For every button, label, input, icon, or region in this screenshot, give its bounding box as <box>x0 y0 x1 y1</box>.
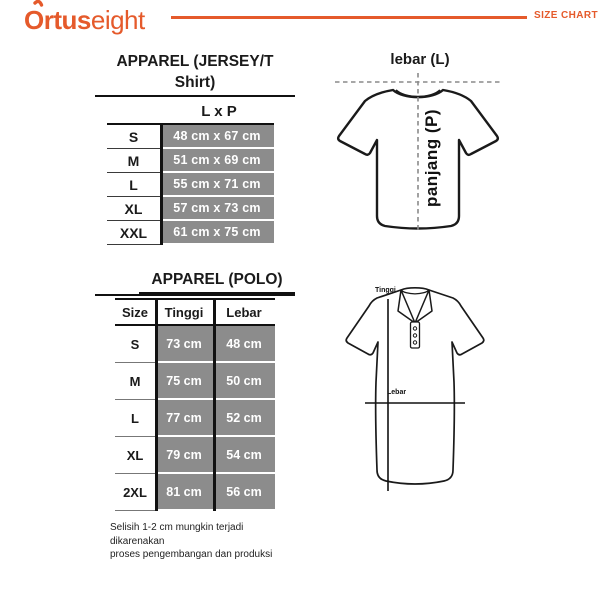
size-cell: L <box>115 400 155 437</box>
tinggi-cell: 77 cm <box>155 400 213 437</box>
tinggi-cell: 81 cm <box>155 474 213 511</box>
brand-light: eight <box>90 5 145 35</box>
jersey-column-header: L x P <box>201 103 237 120</box>
table-row <box>107 173 274 197</box>
size-cell: 2XL <box>115 474 155 511</box>
tshirt-diagram-icon <box>333 70 503 238</box>
lebar-cell: 52 cm <box>213 400 275 437</box>
size-cell: S <box>115 326 155 363</box>
table-row <box>115 363 275 400</box>
lebar-cell: 50 cm <box>213 363 275 400</box>
header-lebar: Lebar <box>226 304 262 320</box>
polo-title-underline <box>95 294 295 296</box>
lebar-cell: 56 cm <box>213 474 275 511</box>
polo-width-label: Lebar <box>387 389 407 396</box>
tshirt-length-label: panjang (P) <box>422 108 441 208</box>
size-cell: S <box>107 125 160 149</box>
logo-flame-icon <box>33 0 47 12</box>
table-row <box>107 125 274 149</box>
column-divider <box>160 125 163 245</box>
disclaimer-note <box>110 521 295 562</box>
tshirt-width-label: lebar (L) <box>390 51 450 68</box>
measurement-cell: 57 cm x 73 cm <box>160 197 274 221</box>
note-line-1: Selisih 1-2 cm mungkin terjadi dikarenakan <box>110 522 244 547</box>
measurement-cell: 48 cm x 67 cm <box>160 125 274 149</box>
lebar-cell: 54 cm <box>213 437 275 474</box>
tables-column <box>95 48 295 562</box>
jersey-section-title: APPAREL (JERSEY/T Shirt) <box>95 51 295 97</box>
size-cell: M <box>107 149 160 173</box>
logo-o: O <box>24 5 44 36</box>
measurement-cell: 55 cm x 71 cm <box>160 173 274 197</box>
brand-logo <box>24 5 145 36</box>
table-row <box>107 197 274 221</box>
header-size: Size <box>121 304 148 320</box>
table-row <box>115 400 275 437</box>
header-rule <box>171 16 527 19</box>
header-tinggi: Tinggi <box>164 304 204 320</box>
brand-bold: rtus <box>43 5 91 35</box>
polo-diagram-icon <box>335 282 503 500</box>
jersey-size-table <box>107 123 274 245</box>
column-divider <box>213 298 216 511</box>
polo-size-table <box>115 298 275 511</box>
table-header-row <box>115 298 275 326</box>
size-cell: M <box>115 363 155 400</box>
tinggi-cell: 73 cm <box>155 326 213 363</box>
table-row <box>115 326 275 363</box>
size-cell: XL <box>115 437 155 474</box>
tinggi-cell: 75 cm <box>155 363 213 400</box>
measurement-cell: 61 cm x 75 cm <box>160 221 274 245</box>
lebar-cell: 48 cm <box>213 326 275 363</box>
column-divider <box>155 298 158 511</box>
table-row <box>115 474 275 511</box>
size-chart-label: SIZE CHART <box>534 10 598 21</box>
size-cell: XXL <box>107 221 160 245</box>
note-line-2: proses pengembangan dan produksi <box>110 549 273 560</box>
table-row <box>107 149 274 173</box>
polo-section-title: APPAREL (POLO) <box>139 269 295 294</box>
table-row <box>115 437 275 474</box>
polo-height-label: Tinggi <box>375 287 396 294</box>
size-cell: XL <box>107 197 160 221</box>
tinggi-cell: 79 cm <box>155 437 213 474</box>
size-cell: L <box>107 173 160 197</box>
measurement-cell: 51 cm x 69 cm <box>160 149 274 173</box>
table-row <box>107 221 274 245</box>
